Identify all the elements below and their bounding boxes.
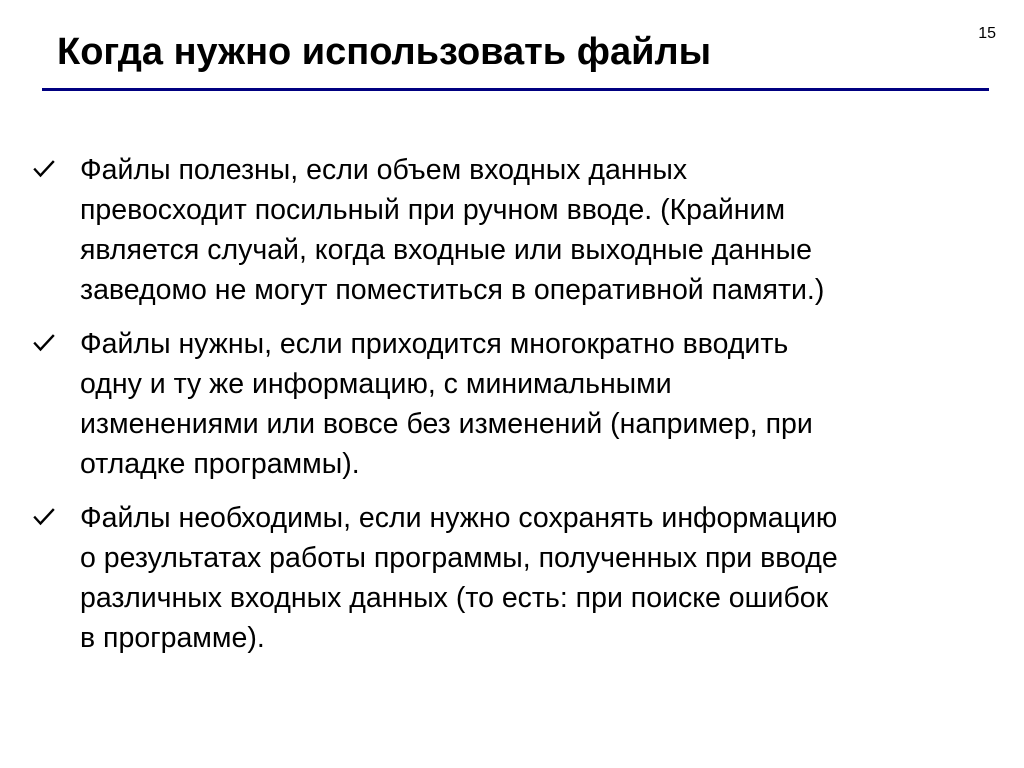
bullet-line: Файлы полезны, если объем входных данных — [80, 154, 688, 186]
bullet-line: Файлы необходимы, если нужно сохранять информацию — [80, 502, 838, 534]
check-icon — [33, 324, 67, 352]
bullet-line: различных входных данных (то есть: при поиске ошибок — [80, 582, 829, 614]
bullet-line: отладке программы). — [80, 448, 360, 480]
bullet-text — [80, 498, 990, 658]
slide-number: 15 — [978, 25, 996, 42]
bullet-line: в программе). — [80, 622, 265, 654]
bullet-line: заведомо не могут поместиться в оперативной памяти.) — [80, 274, 825, 306]
bullet-line: является случай, когда входные или выходные данные — [80, 234, 812, 266]
slide-title: Когда нужно использовать файлы — [57, 31, 712, 73]
bullet-item — [33, 150, 993, 310]
check-icon — [33, 150, 67, 178]
bullet-item — [33, 498, 993, 658]
bullet-text — [80, 150, 990, 310]
bullet-item — [33, 324, 993, 484]
bullet-text — [80, 324, 990, 484]
bullet-list — [33, 150, 993, 672]
bullet-line: одну и ту же информацию, с минимальными — [80, 368, 672, 400]
title-divider — [42, 88, 989, 91]
bullet-line: превосходит посильный при ручном вводе. (Крайним — [80, 194, 786, 226]
bullet-line: изменениями или вовсе без изменений (например, при — [80, 408, 813, 440]
bullet-line: о результатах работы программы, полученных при вводе — [80, 542, 838, 574]
bullet-line: Файлы нужны, если приходится многократно вводить — [80, 328, 789, 360]
check-icon — [33, 498, 67, 526]
